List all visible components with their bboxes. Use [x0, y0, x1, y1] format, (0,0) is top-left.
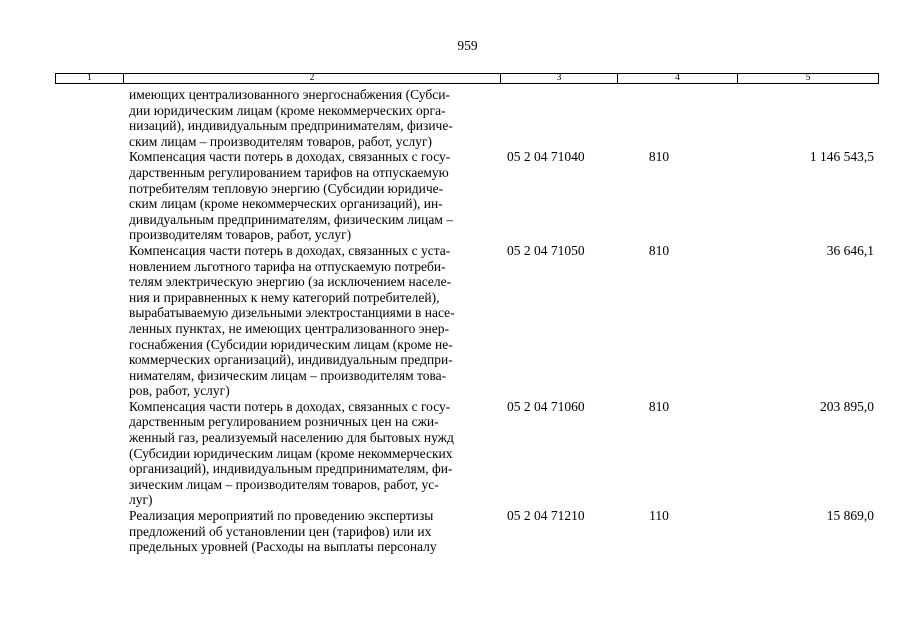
row-sum: 1 146 543,5 [809, 149, 874, 165]
row-sum [737, 87, 877, 149]
header-col-2: 2 [124, 74, 501, 83]
table-body [55, 87, 879, 555]
row-kind: 110 [649, 508, 669, 524]
table-header [55, 73, 879, 84]
row-number-cell [55, 149, 123, 243]
header-col-1: 1 [56, 74, 124, 83]
row-number-cell [55, 508, 123, 555]
row-sum: 36 646,1 [826, 242, 874, 258]
row-number-cell [55, 243, 123, 399]
row-name: Реализация мероприятий по проведению экспертизы предложений об установлении цен (тарифов) или их предельных уровней (Расходы на выплаты персоналу [129, 508, 437, 555]
table-row [55, 149, 879, 243]
row-number-cell [55, 399, 123, 508]
page-number: 959 [457, 38, 478, 53]
table-row [55, 87, 879, 149]
row-code: 05 2 04 71060 [507, 398, 585, 414]
row-name: Компенсация части потерь в доходах, связанных с уста- новлением льготного тарифа на отпускаемую потреби- телям электрическую энергию (за исключением населе- ния и приравненных к нему категорий потребителей), вырабатываемую дизельными электростанциями в насе- ленных пунктах, не имеющих централизованного энер- госнабжения (Субсидии юридическим лицам (кроме не- коммерческих организаций), индивидуальным предпри- нимателям, физическим лицам – производителям това- ров, работ, услуг) [129, 242, 455, 399]
row-code [500, 87, 617, 149]
row-name: Компенсация части потерь в доходах, связанных с госу- дарственным регулированием розничных цен на сжи- женный газ, реализуемый населению для бытовых нужд (Субсидии юридическим лицам (кроме некоммерческих организаций), индивидуальным предпринимателям, фи- зическим лицам – производителям товаров, работ, ус- луг) [129, 398, 454, 508]
row-code: 05 2 04 71050 [507, 242, 585, 258]
row-kind: 810 [648, 398, 670, 414]
row-kind: 810 [648, 242, 670, 258]
row-name: имеющих централизованного энергоснабжения (Субси- дии юридическим лицам (кроме некоммерческих орга- низаций), индивидуальным предпринимателям, физиче- ским лицам – производителям товаров, работ, услуг) [129, 87, 453, 149]
row-sum: 203 895,0 [820, 398, 874, 414]
header-col-3: 3 [501, 74, 618, 83]
header-col-4: 4 [618, 74, 738, 83]
row-code: 05 2 04 71040 [507, 149, 585, 165]
header-col-5: 5 [805, 73, 811, 83]
row-number-cell [55, 87, 123, 149]
row-code: 05 2 04 71210 [507, 508, 585, 524]
row-sum: 15 869,0 [826, 508, 874, 524]
table-row [55, 399, 879, 508]
table-row [55, 508, 879, 555]
row-kind: 810 [648, 149, 670, 165]
row-name: Компенсация части потерь в доходах, связанных с госу- дарственным регулированием тарифов на отпускаемую потребителям тепловую энергию (Субсидии юридиче- ским лицам (кроме некоммерческих организаций), ин- дивидуальным предпринимателям, физическим лицам – производителям товаров, работ, услуг) [129, 149, 454, 243]
table-row [55, 243, 879, 399]
row-kind [617, 87, 737, 149]
